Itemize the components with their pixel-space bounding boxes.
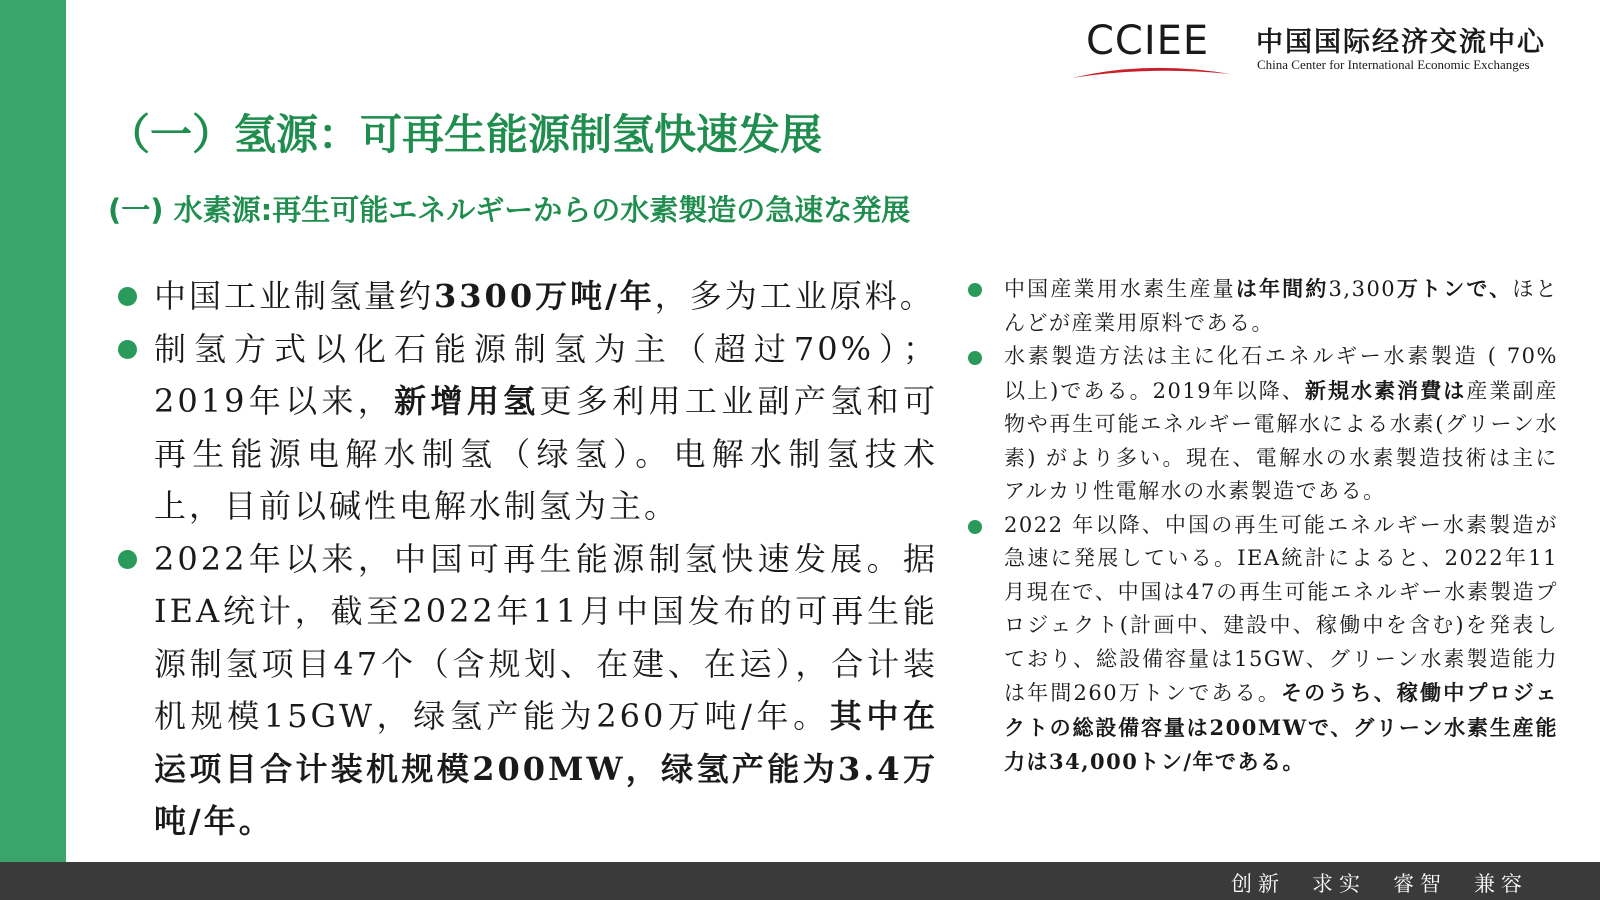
text-run: ほとんどが産業用原料である。: [1004, 277, 1559, 335]
org-name-en: China Center for International Economic Exchanges: [1257, 57, 1530, 72]
jp-bullet-list: [968, 272, 1558, 780]
list-item: [118, 270, 938, 323]
text-run-bold: 其中在运项目合计装机规模200MW，绿氢产能为3.4万吨/年。: [154, 697, 938, 840]
text-run: ，多为工业原料。: [654, 277, 935, 315]
bullet-icon: [118, 340, 137, 359]
bullet-icon: [968, 351, 982, 365]
cciee-logo: [1068, 18, 1238, 84]
list-item: [968, 340, 1558, 509]
list-item: [118, 323, 938, 533]
page-title-jp: (一) 水素源:再生可能エネルギーからの水素製造の急速な発展: [108, 193, 911, 227]
cn-bullet-list: [118, 270, 938, 848]
footer-bar: [0, 862, 1600, 900]
bullet-icon: [968, 520, 982, 534]
text-run-bold: 3300万吨/年: [434, 277, 655, 315]
page-title-cn: （一）氢源：可再生能源制氢快速发展: [108, 110, 823, 159]
bullet-icon: [118, 287, 137, 306]
text-run-bold: は年間約: [1235, 276, 1329, 301]
text-run: 中国産業用水素生産量: [1004, 277, 1236, 301]
bullet-icon: [968, 283, 982, 297]
text-run: 制氢方式以化石能源制氢为主（超过70%）；2019年以来，: [154, 329, 938, 420]
text-run-bold: 万トンで、: [1396, 276, 1513, 301]
list-item: [968, 272, 1558, 340]
text-run-bold: 新增用氢: [394, 382, 540, 420]
text-run: 更多利用工业副产氢和可再生能源电解水制氢（绿氢）。电解水制氢技术上，目前以碱性电解水制氢为主。: [154, 382, 938, 525]
left-accent-bar: [0, 0, 66, 862]
logo-text: CCIEE: [1086, 18, 1210, 64]
text-run-bold: そのうち、稼働中プロジェクトの総設備容量は200MWで、グリーン水素生産能力は34,000トン/年である。: [1004, 680, 1558, 774]
logo-swoosh-icon: [1068, 62, 1238, 82]
org-name-cn: 中国国际经济交流中心: [1256, 27, 1546, 58]
footer-motto: 创新 求实 睿智 兼容: [1231, 872, 1528, 896]
text-run: 2022年以来，中国可再生能源制氢快速发展。据IEA统计，截至2022年11月中国发布的可再生能源制氢项目47个（含规划、在建、在运），合计装机规模15GW，绿氢产能为260万吨/年。: [154, 539, 938, 735]
text-run-bold: 新規水素消費は: [1304, 377, 1467, 403]
list-item: [118, 533, 938, 848]
text-run: 2022 年以降、中国の再生可能エネルギー水素製造が急速に発展している。IEA統計によると、2022年11 月現在で、中国は47の再生可能エネルギー水素製造プロジェクト(計画中、建設中、稼働中を含む)を発表しており、総設備容量は15GW、グリーン水素製造能力は年間260万トンである。: [1004, 512, 1558, 705]
bullet-icon: [118, 550, 137, 569]
text-run: 中国工业制氢量约: [154, 277, 435, 315]
text-run: 水素製造方法は主に化石エネルギー水素製造 ( 70% 以上)である。2019年以降、: [1004, 344, 1558, 403]
text-run: 3,300: [1328, 277, 1397, 301]
list-item: [968, 509, 1558, 780]
text-run: 産業副産物や再生可能エネルギー電解水による水素(グリーン水素) がより多い。現在、電解水の水素製造技術は主にアルカリ性電解水の水素製造である。: [1004, 378, 1559, 503]
